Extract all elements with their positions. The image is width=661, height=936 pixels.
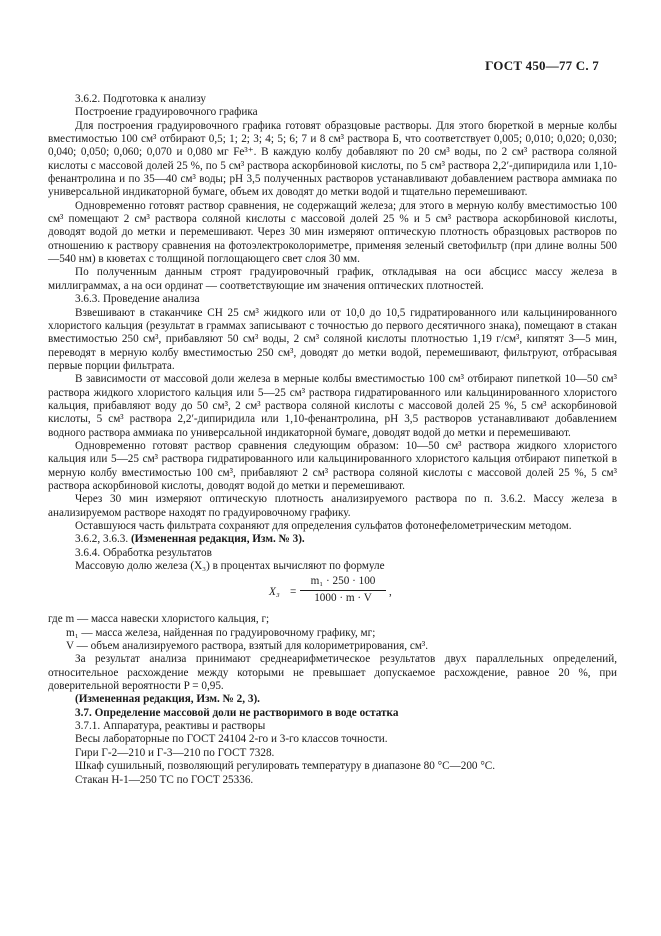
formula-numerator: m₁ · 250 · 100 <box>300 575 386 590</box>
paragraph-filtrate: Оставшуюся часть фильтрата сохраняют для определения сульфатов фотонефелометрическим методом. <box>75 520 572 532</box>
paragraph-measurement: Через 30 мин измеряют оптическую плотность анализируемого раствора по п. 3.6.2. Массу железа в анализируемом растворе находят по градуировочному графику. <box>48 493 617 519</box>
formula-trail: , <box>389 586 392 599</box>
paragraph-plot-graph: По полученным данным строят градуировочный график, откладывая на оси абсцисс массу железа в миллиграммах, а на оси ординат — соответствующие им значения оптических плотностей. <box>48 266 617 292</box>
iron-mass-fraction-formula <box>48 573 617 613</box>
section-3-6-2-heading: 3.6.2. Подготовка к анализу <box>75 93 207 105</box>
amendment-sections: 3.6.2, 3.6.3. <box>75 533 129 546</box>
equipment-scales: Весы лабораторные по ГОСТ 24104 2-го и 3-го классов точности. <box>75 733 388 746</box>
page-header: ГОСТ 450—77 С. 7 <box>485 58 599 73</box>
legend-m1: m₁ — масса железа, найденная по градуировочному графику, мг; <box>66 626 376 639</box>
amendment-note-1 <box>48 533 617 546</box>
equipment-weights: Гири Г-2—210 и Г-3—210 по ГОСТ 7328. <box>75 746 275 759</box>
formula-intro: Массовую долю железа (X₃) в процентах вычисляют по формуле <box>75 560 385 573</box>
legend-v: V — объем анализируемого раствора, взятый для колориметрирования, см³. <box>66 640 429 653</box>
formula-fraction <box>300 575 386 605</box>
section-3-7-1-heading: 3.7.1. Аппаратура, реактивы и растворы <box>75 720 266 733</box>
formula-denominator: 1000 · m · V <box>314 591 372 604</box>
legend-m: где m — масса навески хлористого кальция, г; <box>48 613 270 626</box>
formula-equals: = <box>290 586 297 599</box>
equipment-beaker: Стакан Н-1—250 ТС по ГОСТ 25336. <box>75 773 254 786</box>
formula-legend <box>48 613 617 653</box>
subsection-calibration-heading: Построение градуировочного графика <box>75 106 258 119</box>
section-3-6-3-heading: 3.6.3. Проведение анализа <box>75 293 200 306</box>
paragraph-weighing: Взвешивают в стаканчике СН 25 см³ жидкого или от 10,0 до 10,5 гидратированного или кальцинированного хлористого кальция (результат в граммах записывают с точностью до первого десятичного знака), помещают в стакан вместимостью 250 см³, прибавляют 50 см³ воды, 2 см³ соляной кислоты плотностью 1,19 г/см³, кипятят 3—5 мин, переводят в мерную колбу вместимостью 250 см³, доводят до метки водой, перемешивают, фильтруют, отбрасывая первые порции фильтрата. <box>48 306 617 372</box>
document-body <box>48 93 617 787</box>
section-3-6-4-heading: 3.6.4. Обработка результатов <box>75 546 212 559</box>
section-3-7-heading: 3.7. Определение массовой доли не растворимого в воде остатка <box>75 706 399 719</box>
paragraph-sample-reference: Одновременно готовят раствор сравнения следующим образом: 10—50 см³ раствора жидкого хлористого кальция или 5—25 см³ раствора гидратированного или кальцинированного хлористого кальция отбирают пипеткой в мерную колбу вместимостью 100 см³, прибавляют 2 см³ раствора соляной кислоты с массовой долей 25 %, 5 см³ раствора аскорбиновой кислоты, доводят водой до метки и перемешивают. <box>48 439 617 492</box>
formula-lhs: X₃ <box>269 586 280 599</box>
amendment-label: (Измененная редакция, Изм. № 3). <box>130 533 305 546</box>
amendment-note-2: (Измененная редакция, Изм. № 2, 3). <box>75 693 260 706</box>
paragraph-reference-solution: Одновременно готовят раствор сравнения, не содержащий железа; для этого в мерную колбу вместимостью 100 см³ помещают 2 см³ раствора соляной кислоты с массовой долей 25 % и 5 см³ раствора аскорбиновой кислоты, доводят водой до метки и перемешивают. Через 30 мин измеряют оптическую плотность образцовых растворов по отношению к раствору сравнения на фотоэлектроколориметре, применяя зеленый светофильтр (при длине волны 500—540 нм) в кюветах с толщиной поглощающего свет слоя 30 мм. <box>48 199 617 266</box>
paragraph-calibration-solutions: Для построения градуировочного графика готовят образцовые растворы. Для этого бюреткой в мерные колбы вместимостью 100 см³ отбирают 0,5; 1; 2; 3; 4; 5; 6; 7 и 8 см³ раствора Б, что соответствует 0,005; 0,010; 0,020; 0,030; 0,040; 0,050; 0,060; 0,070 и 0,080 мг Fe³⁺. В каждую колбу добавляют по 20 см³ воды, по 2 см³ раствора соляной кислоты с массовой долей 25 %, по 5 см³ раствора аскорбиновой кислоты, по 5 см³ раствора 2,2′-дипиридила или 1,10-фенантролина и по 35—40 см³ воды; pH 3,5 полученных растворов устанавливают добавлением раствора аммиака по универсальной индикаторной бумаге, объем их доводят до метки водой и тщательно перемешивают. <box>48 119 617 199</box>
paragraph-result-acceptance: За результат анализа принимают среднеарифметическое результатов двух параллельных определений, относительное расхождение между которыми не превышает допускаемое расхождение, равное 20 %, при доверительной вероятности P = 0,95. <box>48 653 617 693</box>
paragraph-sample-aliquot: В зависимости от массовой доли железа в мерные колбы вместимостью 100 см³ отбирают пипеткой 10—50 см³ раствора жидкого хлористого кальция или 5—25 см³ раствора гидратированного или кальцинированного хлористого кальция, прибавляют воду до 50 см³, 2 см³ раствора соляной кислоты с массовой долей 25 %, 5 см³ аскорбиновой кислоты, 5 см³ раствора 2,2′-дипиридила или 1,10-фенантролина, pH 3,5 растворов устанавливают добавлением водного раствора аммиака по универсальной индикаторной бумаге, доводят водой до метки и перемешивают. <box>48 373 617 439</box>
equipment-drying-cabinet: Шкаф сушильный, позволяющий регулировать температуру в диапазоне 80 °С—200 °С. <box>75 760 496 773</box>
